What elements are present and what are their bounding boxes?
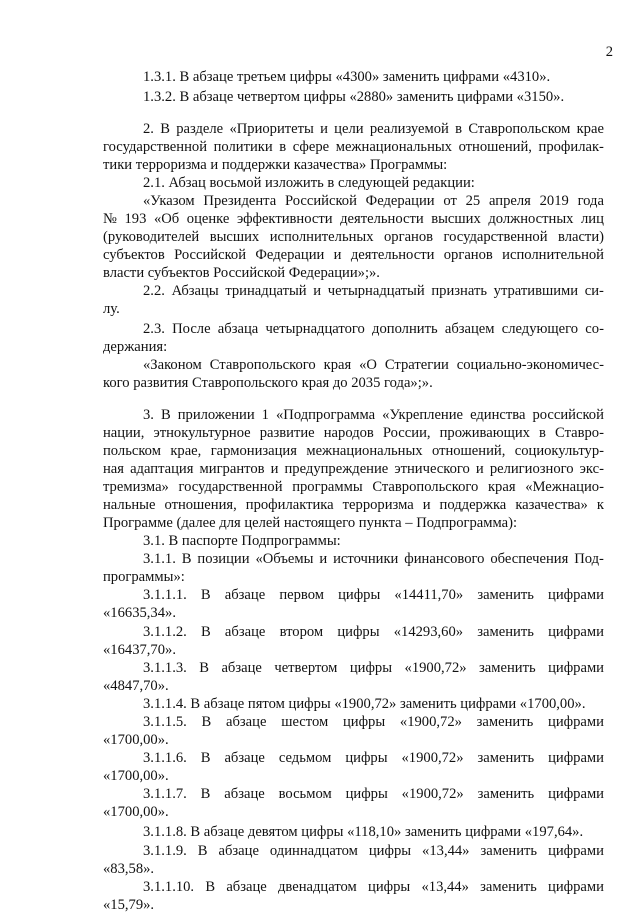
text-line: «1700,00». [103, 804, 169, 820]
text-line: № 193 «Об оценке эффективности деятельности высших должностных лиц [103, 211, 604, 227]
text-line: 3.1.1.5. В абзаце шестом цифры «1900,72» заменить цифрами [143, 714, 604, 730]
text-line: «1700,00». [103, 768, 169, 784]
text-line: 3.1. В паспорте Подпрограммы: [143, 533, 341, 549]
text-line: «4847,70». [103, 678, 169, 694]
text-line: «16635,34». [103, 605, 176, 621]
text-line: 2.1. Абзац восьмой изложить в следующей редакции: [143, 175, 475, 191]
text-line: кого развития Ставропольского края до 2035 года»;». [103, 375, 433, 391]
text-line: субъектов Российской Федерации и деятельности органов исполнительной [103, 247, 604, 263]
text-line: 3.1.1.3. В абзаце четвертом цифры «1900,72» заменить цифрами [143, 660, 604, 676]
text-line: держания: [103, 339, 168, 355]
text-line: 3.1.1.2. В абзаце втором цифры «14293,60» заменить цифрами [143, 624, 604, 640]
text-line: 3.1.1.9. В абзаце одиннадцатом цифры «13,44» заменить цифрами [143, 843, 604, 859]
text-line: (руководителей высших исполнительных органов государственной власти) [103, 229, 604, 245]
text-line: лу. [103, 301, 120, 317]
text-line: программы»: [103, 569, 185, 585]
text-line: власти субъектов Российской Федерации»;». [103, 265, 380, 281]
text-line: 1.3.2. В абзаце четвертом цифры «2880» заменить цифрами «3150». [143, 89, 565, 105]
text-line: 3. В приложении 1 «Подпрограмма «Укрепление единства российской [143, 407, 604, 423]
text-line: 3.1.1. В позиции «Объемы и источники финансового обеспечения Под- [143, 551, 604, 567]
text-line: «Законом Ставропольского края «О Стратегии социально-экономичес- [143, 357, 604, 373]
text-line: тремизма» государственной программы Ставропольского края «Межнацио- [103, 479, 604, 495]
text-line: нации, этнокультурное развитие народов России, проживающих в Ставро- [103, 425, 604, 441]
text-line: 1.3.1. В абзаце третьем цифры «4300» заменить цифрами «4310». [143, 69, 551, 85]
text-line: 3.1.1.1. В абзаце первом цифры «14411,70» заменить цифрами [143, 587, 604, 603]
text-line: 3.1.1.8. В абзаце девятом цифры «118,10» заменить цифрами «197,64». [143, 824, 584, 840]
text-line: «15,79». [103, 897, 155, 913]
text-line: 3.1.1.4. В абзаце пятом цифры «1900,72» заменить цифрами «1700,00». [143, 696, 586, 712]
text-line: 2.3. После абзаца четырнадцатого дополнить абзацем следующего со- [143, 321, 604, 337]
text-line: 2.2. Абзацы тринадцатый и четырнадцатый признать утратившими си- [143, 283, 604, 299]
text-line: ная адаптация мигрантов и предупреждение этнического и религиозного экс- [103, 461, 604, 477]
text-line: «83,58». [103, 861, 155, 877]
text-line: «1700,00». [103, 732, 169, 748]
text-line: Программе (далее для целей настоящего пункта – Подпрограмма): [103, 515, 518, 531]
text-line: «16437,70». [103, 642, 176, 658]
text-line: 3.1.1.6. В абзаце седьмом цифры «1900,72» заменить цифрами [143, 750, 604, 766]
text-line: 2. В разделе «Приоритеты и цели реализуемой в Ставропольском крае [143, 121, 604, 137]
text-line: 3.1.1.7. В абзаце восьмом цифры «1900,72» заменить цифрами [143, 786, 604, 802]
page-number: 2 [605, 44, 613, 60]
text-line: нальные отношения, профилактика терроризма и поддержка казачества» к [103, 497, 604, 513]
text-line: государственной политики в сфере межнациональных отношений, профилак- [103, 139, 604, 155]
text-line: тики терроризма и поддержки казачества» Программы: [103, 157, 448, 173]
text-line: польском крае, гармонизация межнациональных отношений, социокультур- [103, 443, 604, 459]
text-line: «Указом Президента Российской Федерации от 25 апреля 2019 года [143, 193, 604, 209]
text-line: 3.1.1.10. В абзаце двенадцатом цифры «13,44» заменить цифрами [143, 879, 604, 895]
